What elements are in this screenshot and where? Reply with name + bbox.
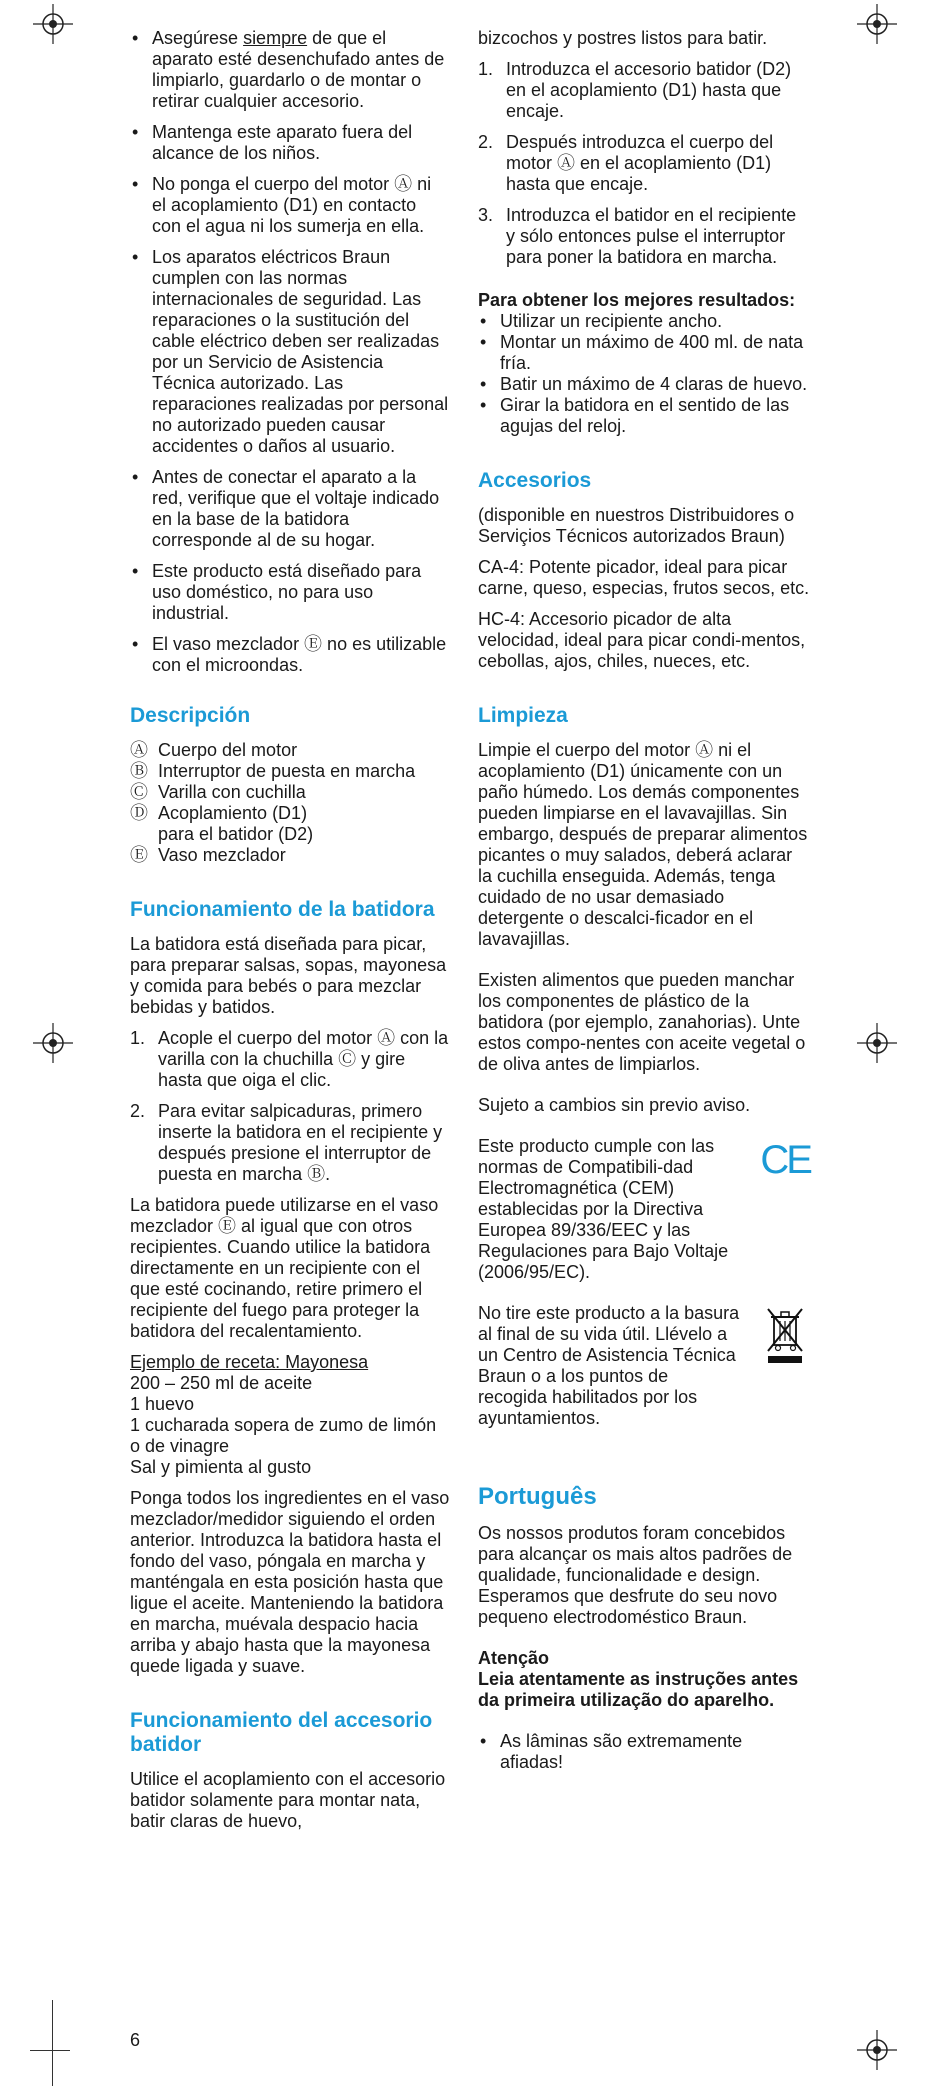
weee-text: No tire este producto a la basura al final de su vida útil. Llévelo a un Centro de Asistencia Técnica Braun o a los puntos de recogida habilitados por los ayuntamientos.	[478, 1303, 740, 1428]
ce-text: Este producto cumple con las normas de Compatibili-dad Electromagnética (CEM) establecidas por la Directiva Europea 89/336/EEC y las Regulaciones para Bajo Voltaje (2006/95/EC).	[478, 1136, 729, 1282]
funcionamiento-steps	[130, 1028, 450, 1185]
recipe-paragraph: Ponga todos los ingredientes en el vaso mezclador/medidor siguiendo el orden anterior. Introduzca la batidora hasta el fondo del vaso, póngala en marcha y manténgala en esta posición hasta que ligue el aceite. Manteniendo la batidora en marcha, muévala despacio hacia arriba y abajo hasta que la mayonesa quede ligada y suave.	[130, 1488, 450, 1676]
registration-mark-bottom-right	[857, 2030, 897, 2070]
step-item: 1. Introduzca el accesorio batidor (D2) en el acoplamiento (D1) hasta que encaje.	[478, 59, 792, 121]
mejores-heading: Para obtener los mejores resultados:	[478, 290, 796, 310]
crop-mark-bottom-left-vertical	[52, 2000, 53, 2086]
limpieza-heading: Limpieza	[478, 704, 568, 727]
atencao-text: Leia atentamente as instruções antes da primeira utilização do aparelho.	[478, 1669, 799, 1710]
pt-warnings-list	[478, 1731, 810, 1773]
warning-item: • No ponga el cuerpo del motor Ⓐ ni el acoplamiento (D1) en contacto con el agua ni los sumerja en ella.	[130, 174, 450, 237]
accesorios-paragraph: CA-4: Potente picador, ideal para picar carne, queso, especias, frutos secos, etc.	[478, 557, 810, 598]
tip-item: • Utilizar un recipiente ancho.	[478, 311, 810, 332]
right-column	[478, 28, 810, 1783]
batidor-paragraph: Utilice el acoplamiento con el accesorio batidor solamente para montar nata, batir claras de huevo,	[130, 1769, 446, 1831]
limpieza-paragraph: Limpie el cuerpo del motor Ⓐ ni el acoplamiento (D1) únicamente con un paño húmedo. Los demás componentes pueden limpiarse en el lavavajillas. Sin embargo, después de preparar alimentos picantes o muy salados, deberá aclarar la cuchilla enseguida. Además, tenga cuidado de no usar demasiado detergente o descalci-ficador en el lavavajillas.	[478, 740, 808, 949]
recipe-line: 1 cucharada sopera de zumo de limón o de vinagre	[130, 1415, 437, 1456]
atencao-heading: Atenção	[478, 1648, 550, 1668]
mejores-list	[478, 311, 810, 437]
accesorios-heading: Accesorios	[478, 469, 592, 492]
recipe-line: 1 huevo	[130, 1394, 195, 1414]
recipe-block	[130, 1352, 450, 1478]
funcionamiento-intro: La batidora está diseñada para picar, para preparar salsas, sopas, mayonesa y comida para bebés o para mezclar bebidas y batidos.	[130, 934, 447, 1017]
description-item: Ⓒ Varilla con cuchilla	[130, 782, 306, 802]
warning-item: • Este producto está diseñado para uso doméstico, no para uso industrial.	[130, 561, 450, 624]
description-item: Ⓐ Cuerpo del motor	[130, 740, 298, 760]
step-item: 2. Para evitar salpicaduras, primero inserte la batidora en el recipiente y después presione el interruptor de puesta en marcha Ⓑ.	[130, 1101, 443, 1184]
batidor-steps	[478, 59, 810, 268]
warning-item: • Los aparatos eléctricos Braun cumplen con las normas internacionales de seguridad. Las reparaciones o la sustitución del cable eléctrico deben ser realizadas por un Servicio de Asistencia Técnica autorizado. Las reparaciones realizadas por personal no autorizado pueden causar accidentes o daños al usuario.	[130, 247, 450, 457]
page-number: 6	[130, 2030, 141, 2050]
recipe-line: 200 – 250 ml de aceite	[130, 1373, 313, 1393]
descripcion-heading: Descripción	[130, 704, 251, 727]
weee-block	[478, 1303, 810, 1429]
description-item: Ⓑ Interruptor de puesta en marcha	[130, 761, 416, 781]
step-item: 2. Después introduzca el cuerpo del motor Ⓐ en el acoplamiento (D1) hasta que encaje.	[478, 132, 774, 194]
crossed-bin-icon	[764, 1307, 806, 1365]
description-item: Ⓔ Vaso mezclador	[130, 845, 286, 865]
registration-mark-top-left	[33, 4, 73, 44]
limpieza-paragraph: Existen alimentos que pueden manchar los componentes de plástico de la batidora (por ejemplo, zanahorias). Unte estos compo-nentes con aceite vegetal o de oliva antes de limpiarlos.	[478, 970, 806, 1074]
step-item: 1. Acople el cuerpo del motor Ⓐ con la varilla con la chuchilla Ⓒ y gire hasta que oiga el clic.	[130, 1028, 449, 1090]
warning-item: • As lâminas são extremamente afiadas!	[478, 1731, 810, 1773]
registration-mark-top-right	[857, 4, 897, 44]
recipe-title: Ejemplo de receta: Mayonesa	[130, 1352, 369, 1372]
portugues-heading: Português	[478, 1483, 597, 1510]
batidor-continuation: bizcochos y postres listos para batir.	[478, 28, 768, 48]
registration-mark-mid-right	[857, 1023, 897, 1063]
description-list	[130, 740, 450, 866]
description-item: Ⓓ Acoplamiento (D1) para el batidor (D2)	[130, 803, 314, 844]
safety-warnings-list	[130, 28, 450, 676]
accesorios-paragraph: (disponible en nuestros Distribuidores o Serviçios Técnicos autorizados Braun)	[478, 505, 795, 546]
tip-item: • Girar la batidora en el sentido de las agujas del reloj.	[478, 395, 810, 437]
ce-compliance-block	[478, 1136, 810, 1283]
accesorios-paragraph: HC-4: Accesorio picador de alta velocidad, ideal para picar condi-mentos, cebollas, ajos, chiles, nueces, etc.	[478, 609, 806, 671]
tip-item: • Montar un máximo de 400 ml. de nata fría.	[478, 332, 810, 374]
batidor-heading: Funcionamiento del accesorio batidor	[130, 1709, 433, 1756]
funcionamiento-paragraph: La batidora puede utilizarse en el vaso mezclador Ⓔ al igual que con otros recipientes. Cuando utilice la batidora directamente en un recipiente con el que esté cocinando, retire primero el recipiente del fuego para proteger la batidora del recalentamiento.	[130, 1195, 439, 1341]
left-column	[130, 28, 450, 1842]
warning-item: • Asegúrese siempre de que el aparato esté desenchufado antes de limpiarlo, guardarlo o de montar o retirar cualquier accesorio.	[130, 28, 450, 112]
limpieza-paragraph: Sujeto a cambios sin previo aviso.	[478, 1095, 751, 1115]
crop-mark-bottom-left-horizontal	[30, 2050, 70, 2051]
warning-item: • Antes de conectar el aparato a la red, verifique que el voltaje indicado en la base de la batidora corresponde al de su hogar.	[130, 467, 450, 551]
portugues-intro: Os nossos produtos foram concebidos para alcançar os mais altos padrões de qualidade, funcionalidade e design. Esperamos que desfrute do seu novo pequeno electrodoméstico Braun.	[478, 1523, 793, 1627]
step-item: 3. Introduzca el batidor en el recipiente y sólo entonces pulse el interruptor para poner la batidora en marcha.	[478, 205, 797, 267]
warning-item: • El vaso mezclador Ⓔ no es utilizable con el microondas.	[130, 634, 450, 676]
registration-mark-mid-left	[33, 1023, 73, 1063]
recipe-line: Sal y pimienta al gusto	[130, 1457, 312, 1477]
tip-item: • Batir un máximo de 4 claras de huevo.	[478, 374, 810, 395]
warning-item: • Mantenga este aparato fuera del alcance de los niños.	[130, 122, 450, 164]
ce-mark-icon: CE	[760, 1138, 810, 1182]
funcionamiento-heading: Funcionamiento de la batidora	[130, 898, 435, 921]
